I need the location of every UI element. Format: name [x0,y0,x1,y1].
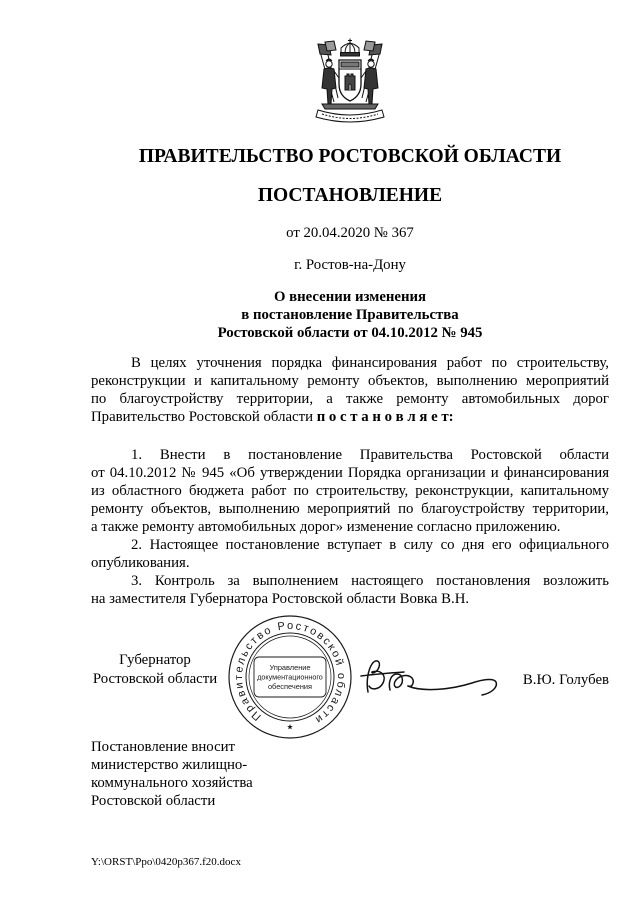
item-1-line: 1. Внести в постановление Правительства Ростовской области [131,447,609,463]
document-type: ПОСТАНОВЛЕНИЕ [257,185,443,206]
preamble-closing-text: Правительство Ростовской области [91,409,313,425]
signatory-region: Ростовской области [92,671,218,687]
file-path: Y:\ORST\Ppo\0420p367.f20.docx [91,856,241,868]
subject-line: в постановление Правительства [241,307,459,323]
star-icon [287,724,293,729]
submitted-by [91,738,609,810]
item-2-line: опубликования. [91,555,190,571]
authority-title: ПРАВИТЕЛЬСТВО РОСТОВСКОЙ ОБЛАСТИ [138,146,562,167]
subject-line: Ростовской области от 04.10.2012 № 945 [217,325,483,341]
handwritten-signature-icon [360,652,502,700]
signatory-position [91,651,219,689]
signatory-title: Губернатор [119,652,191,668]
preamble-line: по благоустройству территории, а также ремонту автомобильных дорог [91,391,609,407]
stamp-ring-text: Правительство Ростовской области [232,619,348,727]
item-3-line: на заместителя Губернатора Ростовской области Вовка В.Н. [91,591,470,607]
subject-line: О внесении изменения [273,289,427,305]
preamble-line: В целях уточнения порядка финансирования работ по строительству, [131,355,609,371]
emblem-base [316,104,384,122]
coat-of-arms-icon [312,38,388,128]
stamp-center-line: документационного [257,672,323,682]
date-and-number: от 20.04.2020 № 367 [286,225,414,241]
subject-heading [91,288,609,342]
item-1-line: а также ремонту автомобильных дорог» изменение согласно приложению. [91,519,561,535]
item-1-line: из областного бюджета работ по строительству, реконструкции, капитальному [91,483,609,499]
preamble-line: реконструкции и капитальному ремонту объектов, выполнению мероприятий [91,373,609,389]
emblem-supporter-right [361,59,378,104]
item-2-line: 2. Настоящее постановление вступает в силу со дня его официального [131,537,609,553]
signatory-name: В.Ю. Голубев [522,672,609,688]
submitted-by-line: Ростовской области [91,793,216,809]
item-3-line: 3. Контроль за выполнением настоящего постановления возложить [131,573,609,589]
item-1-line: от 04.10.2012 № 945 «Об утверждении Порядка организации и финансирования [91,465,609,481]
emblem-crown [341,39,360,57]
preamble [91,354,609,426]
submitted-by-line: коммунального хозяйства [91,775,253,791]
emblem-supporter-left [322,59,339,104]
submitted-by-line: Постановление вносит [91,739,236,755]
city: г. Ростов-на-Дону [294,257,406,273]
emblem-shield [339,60,361,101]
item-1-line: ремонту объектов, выполнению мероприятий по благоустройству территории, [91,501,609,517]
decree-items [91,446,609,608]
stamp-center-line: Управление [269,663,311,672]
official-stamp [227,614,353,740]
decree-word: п о с т а н о в л я е т: [316,409,454,425]
preamble-closing-line [91,408,609,426]
stamp-center-line: обеспечения [267,682,313,691]
submitted-by-line: министерство жилищно- [91,757,248,773]
